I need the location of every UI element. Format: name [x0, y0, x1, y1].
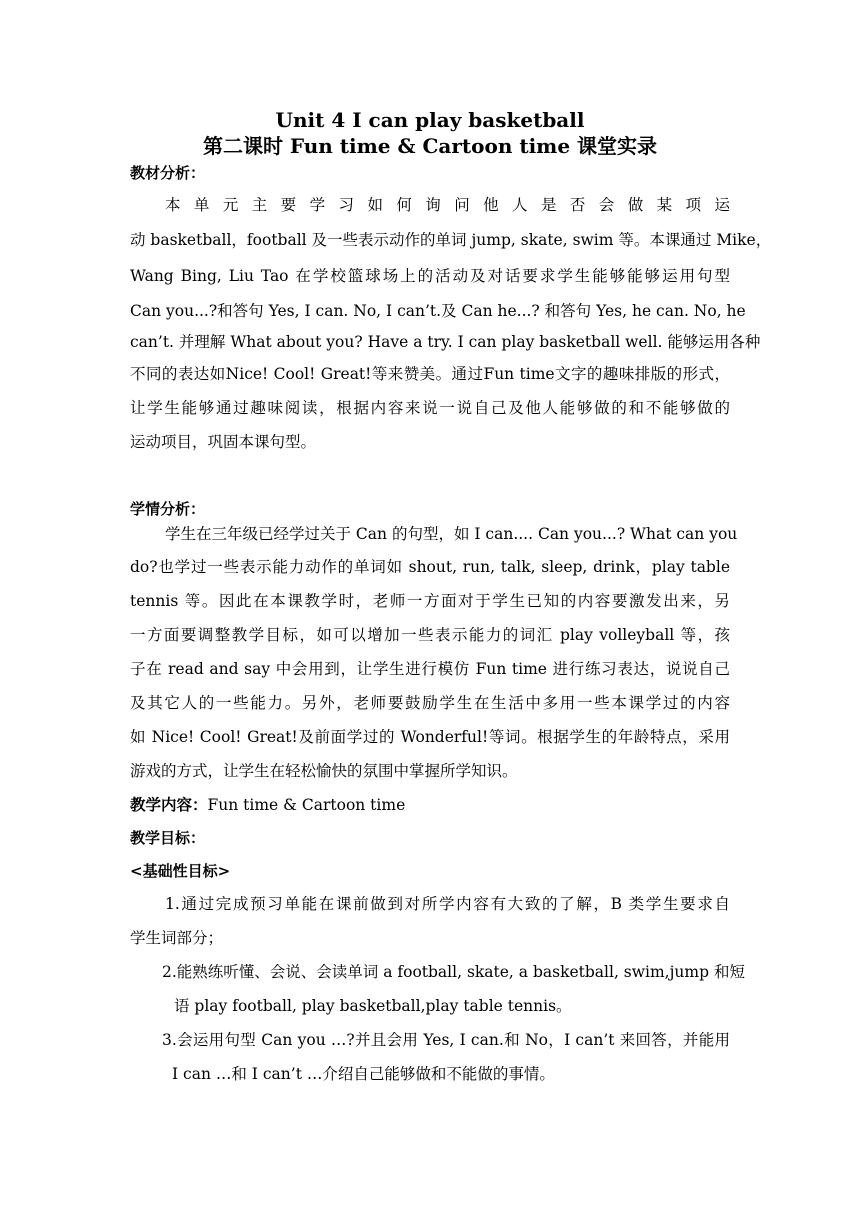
paragraph-line: 学生在三年级已经学过关于 Can 的句型，如 I can.... Can you...? What can you — [165, 525, 738, 543]
objective-line: 2.能熟练听懂、会说、会读单词 a football, skate, a basketball, swim,jump 和短 — [162, 963, 745, 981]
objective-line: 3.会运用句型 Can you …?并且会用 Yes, I can.和 No，I can’t 来回答，并能用 — [162, 1031, 730, 1049]
section-heading-material-analysis: 教材分析： — [130, 164, 206, 182]
objective-line: 1.通过完成预习单能在课前做到对所学内容有大致的了解，B 类学生要求自 — [165, 895, 730, 913]
section-subheading-basic-objectives: <基础性目标> — [130, 862, 231, 880]
paragraph-line: tennis 等。因此在本课教学时，老师一方面对于学生已知的内容要激发出来，另 — [130, 592, 730, 610]
section-heading-objectives: 教学目标： — [130, 829, 206, 847]
paragraph-line: 本单元主要学习如何询问他人是否会做某项运 — [165, 196, 730, 214]
paragraph-line: 运动项目，巩固本课句型。 — [130, 433, 317, 451]
paragraph-line: 游戏的方式，让学生在轻松愉快的氛围中掌握所学知识。 — [130, 762, 518, 780]
teaching-content-row — [130, 795, 405, 815]
document-title: Unit 4 I can play basketball — [275, 108, 585, 132]
paragraph-line: 动 basketball，football 及一些表示动作的单词 jump, skate, swim 等。本课通过 Mike， — [130, 231, 772, 249]
teaching-content-value: Fun time & Cartoon time — [207, 796, 406, 814]
paragraph-line: 让学生能够通过趣味阅读，根据内容来说一说自己及他人能够做的和不能够做的 — [130, 399, 730, 417]
paragraph-line: 及其它人的一些能力。另外，老师要鼓励学生在生活中多用一些本课学过的内容 — [130, 694, 730, 712]
paragraph-line: 子在 read and say 中会用到，让学生进行模仿 Fun time 进行练习表达，说说自己 — [130, 660, 730, 678]
paragraph-line: do?也学过一些表示能力动作的单词如 shout, run, talk, sleep, drink，play table — [130, 558, 730, 576]
objective-line: 语 play football, play basketball,play table tennis。 — [174, 997, 572, 1015]
paragraph-line: Can you...?和答句 Yes, I can. No, I can’t.及 Can he...? 和答句 Yes, he can. No, he — [130, 302, 746, 320]
teaching-content-label: 教学内容： — [130, 795, 208, 814]
paragraph-line: 如 Nice! Cool! Great!及前面学过的 Wonderful!等词。根据学生的年龄特点，采用 — [130, 728, 730, 746]
paragraph-line: Wang Bing, Liu Tao 在学校篮球场上的活动及对话要求学生能够能够运用句型 — [130, 267, 730, 285]
paragraph-line: 不同的表达如Nice! Cool! Great!等来赞美。通过Fun time文字的趣味排版的形式， — [130, 365, 730, 383]
paragraph-line: can’t. 并理解 What about you? Have a try. I can play basketball well. 能够运用各种 — [130, 333, 761, 351]
objective-line: 学生词部分； — [130, 929, 224, 947]
objective-line: I can …和 I can’t …介绍自己能够做和不能做的事情。 — [172, 1065, 555, 1083]
document-subtitle: 第二课时 Fun time & Cartoon time 课堂实录 — [202, 134, 658, 158]
section-heading-student-analysis: 学情分析： — [130, 500, 206, 518]
paragraph-line: 一方面要调整教学目标，如可以增加一些表示能力的词汇 play volleyball 等，孩 — [130, 626, 730, 644]
